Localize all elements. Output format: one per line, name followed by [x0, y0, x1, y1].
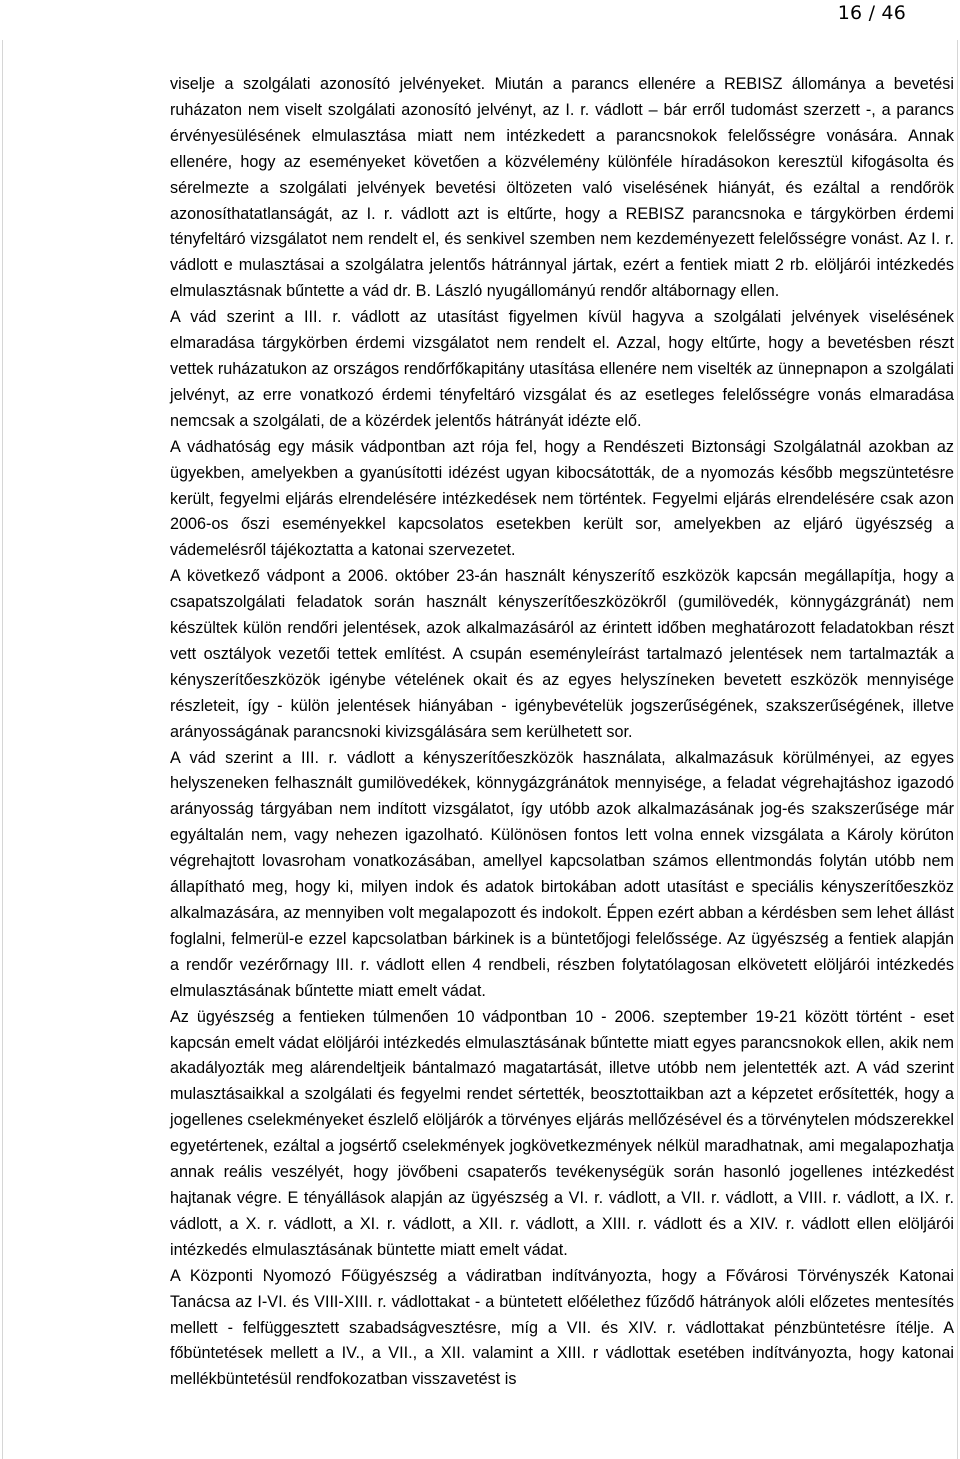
paragraph: A vádhatóság egy másik vádpontban azt rója fel, hogy a Rendészeti Biztonsági Szolgálatnál azokban az ügyekben, amelyekben a gyanúsítotti idézést ugyan kibocsátották, de a nyomozás később megszüntetésre került, fegyelmi eljárás elrendelésére intézkedések nem történtek. Fegyelmi eljárás elrendelésére csak azon 2006-os őszi eseményekkel kapcsolatos esetekben került sor, amelyekben az eljáró ügyészség a vádemelésről tájékoztatta a katonai szervezetet. — [170, 437, 954, 560]
page-header — [0, 0, 960, 40]
page-body — [0, 40, 960, 1459]
paragraph: A vád szerint a III. r. vádlott a kényszerítőeszközök használata, alkalmazásuk körülményei, az egyes helyszeneken felhasznált gumilövedékek, könnygázgránátok mennyisége, a feladat végrehajtáshoz igazodó arányosság tárgyában nem indított vizsgálatot, így utóbb azok alkalmazásának jog-és szakszerűsége már egyáltalán nem, vagy nehezen igazolható. Különösen fontos lett volna ennek vizsgálata a Károly körúton végrehajtott lovasroham vonatkozásában, amellyel kapcsolatban számos ellentmondás folytán utóbb nem állapítható meg, hogy ki, milyen indok és adatok birtokában adott utasítást e speciális kényszerítőeszköz alkalmazására, az mennyiben volt megalapozott és indokolt. Éppen ezért abban a kérdésben sem lehet állást foglalni, felmerül-e ezzel kapcsolatban bárkinek is a büntetőjogi felelőssége. Az ügyészség a fentiek alapján a rendőr vezérőrnagy III. r. vádlott ellen 4 rendbeli, részben folytatólagosan elkövetett elöljárói intézkedés elmulasztásának bűntette miatt emelt vádat. — [170, 748, 954, 1000]
page-frame-right-border — [957, 40, 958, 1459]
page-number: 16 / 46 — [837, 2, 906, 24]
paragraph: viselje a szolgálati azonosító jelvényeket. Miután a parancs ellenére a REBISZ állománya a bevetési ruházaton nem viselt szolgálati azonosító jelvényt, az I. r. vádlott – bár erről tudomást szerzett -, a parancs érvényesülésének elmulasztása miatt nem intézkedett a parancsnokok felelősségre vonására. Annak ellenére, hogy az eseményeket követően a közvélemény különféle híradásokon keresztül kifogásolta és sérelmezte a szolgálati jelvények bevetési öltözeten való viselésének hiányát, és ezáltal a rendőrök azonosíthatatlanságát, az I. r. vádlott azt is eltűrte, hogy a REBISZ parancsnoka e tárgykörben érdemi tényfeltáró vizsgálatot nem rendelt el, és senkivel szemben nem kezdeményezett felelősségre vonást. Az I. r. vádlott e mulasztásai a szolgálatra jelentős hátránnyal jártak, ezért a fentiek miatt 2 rb. elöljárói intézkedés elmulasztásnak bűntette a vád dr. B. László nyugállományú rendőr altábornagy ellen. — [170, 75, 954, 301]
paragraph: Az ügyészség a fentieken túlmenően 10 vádpontban 10 - 2006. szeptember 19-21 között történt - eset kapcsán emelt vádat elöljárói intézkedés elmulasztásának bűntette miatt egyes parancsnokok ellen, akik nem akadályozták meg alárendeltjeik bántalmazó magatartását, illetve utóbb nem jelentették azt. A vád szerint mulasztásaikkal a szolgálati és fegyelmi rendet sértették, beosztottaikban azt a képzetet erősítették, hogy a jogellenes cselekményeket észlelő elöljárók a törvényes eljárás mellőzésével és a törvénytelen módszerekkel egyetértenek, ezáltal a jogsértő cselekmények jogkövetkezmények nélkül maradhatnak, ami megalapozhatja annak reális veszélyét, hogy jövőbeni csapaterős tevékenységük során hasonló jogellenes intézkedést hajtanak végre. E tényállások alapján az ügyészség a VI. r. vádlott, a VII. r. vádlott, a VIII. r. vádlott, a IX. r. vádlott, a X. r. vádlott, a XI. r. vádlott, a XII. r. vádlott, a XIII. r. vádlott és a XIV. r. vádlott ellen elöljárói intézkedés elmulasztásának büntette miatt emelt vádat. — [170, 1007, 954, 1259]
paragraph: A következő vádpont a 2006. október 23-án használt kényszerítő eszközök kapcsán megállapítja, hogy a csapatszolgálati feladatok során használt kényszerítőeszközökről (gumilövedék, könnygázgránát) nem készültek külön rendőri jelentések, azok alkalmazásáról az érintett időben meghatározott feladatokban részt vett osztályok vezetői tettek említést. A csupán eseményleírást tartalmazó jelentések nem tartalmazták a kényszerítőeszközök igénybe vételének okait és az egyes helyszíneken bevetett eszközök mennyisége részleteit, így - külön jelentések hiányában - igénybevételük jogszerűségének, szakszerűségének, illetve arányosságának parancsnoki kivizsgálására sem kerülhetett sor. — [170, 567, 954, 741]
paragraph: A Központi Nyomozó Főügyészség a vádiratban indítványozta, hogy a Fővárosi Törvényszék Katonai Tanácsa az I-VI. és VIII-XIII. r. vádlottakat - a büntetett előélethez fűződő hátrányok alóli előzetes mentesítés mellett - felfüggesztett szabadságvesztésre, míg a VII. és XIV. r. vádlottakat pénzbüntetésre ítélje. A főbüntetések mellett a IV., a VII., a XII. valamint a XIII. r vádlottak esetében indítványozta, hogy katonai mellékbüntetésül rendfokozatban visszavetést is — [170, 1266, 954, 1389]
document-text — [170, 72, 954, 1393]
page-frame-left-border — [2, 40, 3, 1459]
paragraph: A vád szerint a III. r. vádlott az utasítást figyelmen kívül hagyva a szolgálati jelvények viselésének elmaradása tárgykörben érdemi vizsgálatot nem rendelt el. Azzal, hogy eltűrte, hogy a bevetésben részt vettek ruházatukon az országos rendőrfőkapitány utasítása ellenére nem viselték az ünnepnapon a szolgálati jelvényt, az erre vonatkozó érdemi tényfeltáró vizsgálat és az esetleges felelősségre vonás elmaradása nemcsak a szolgálati, de a közérdek jelentős hátrányát idézte elő. — [170, 308, 954, 430]
